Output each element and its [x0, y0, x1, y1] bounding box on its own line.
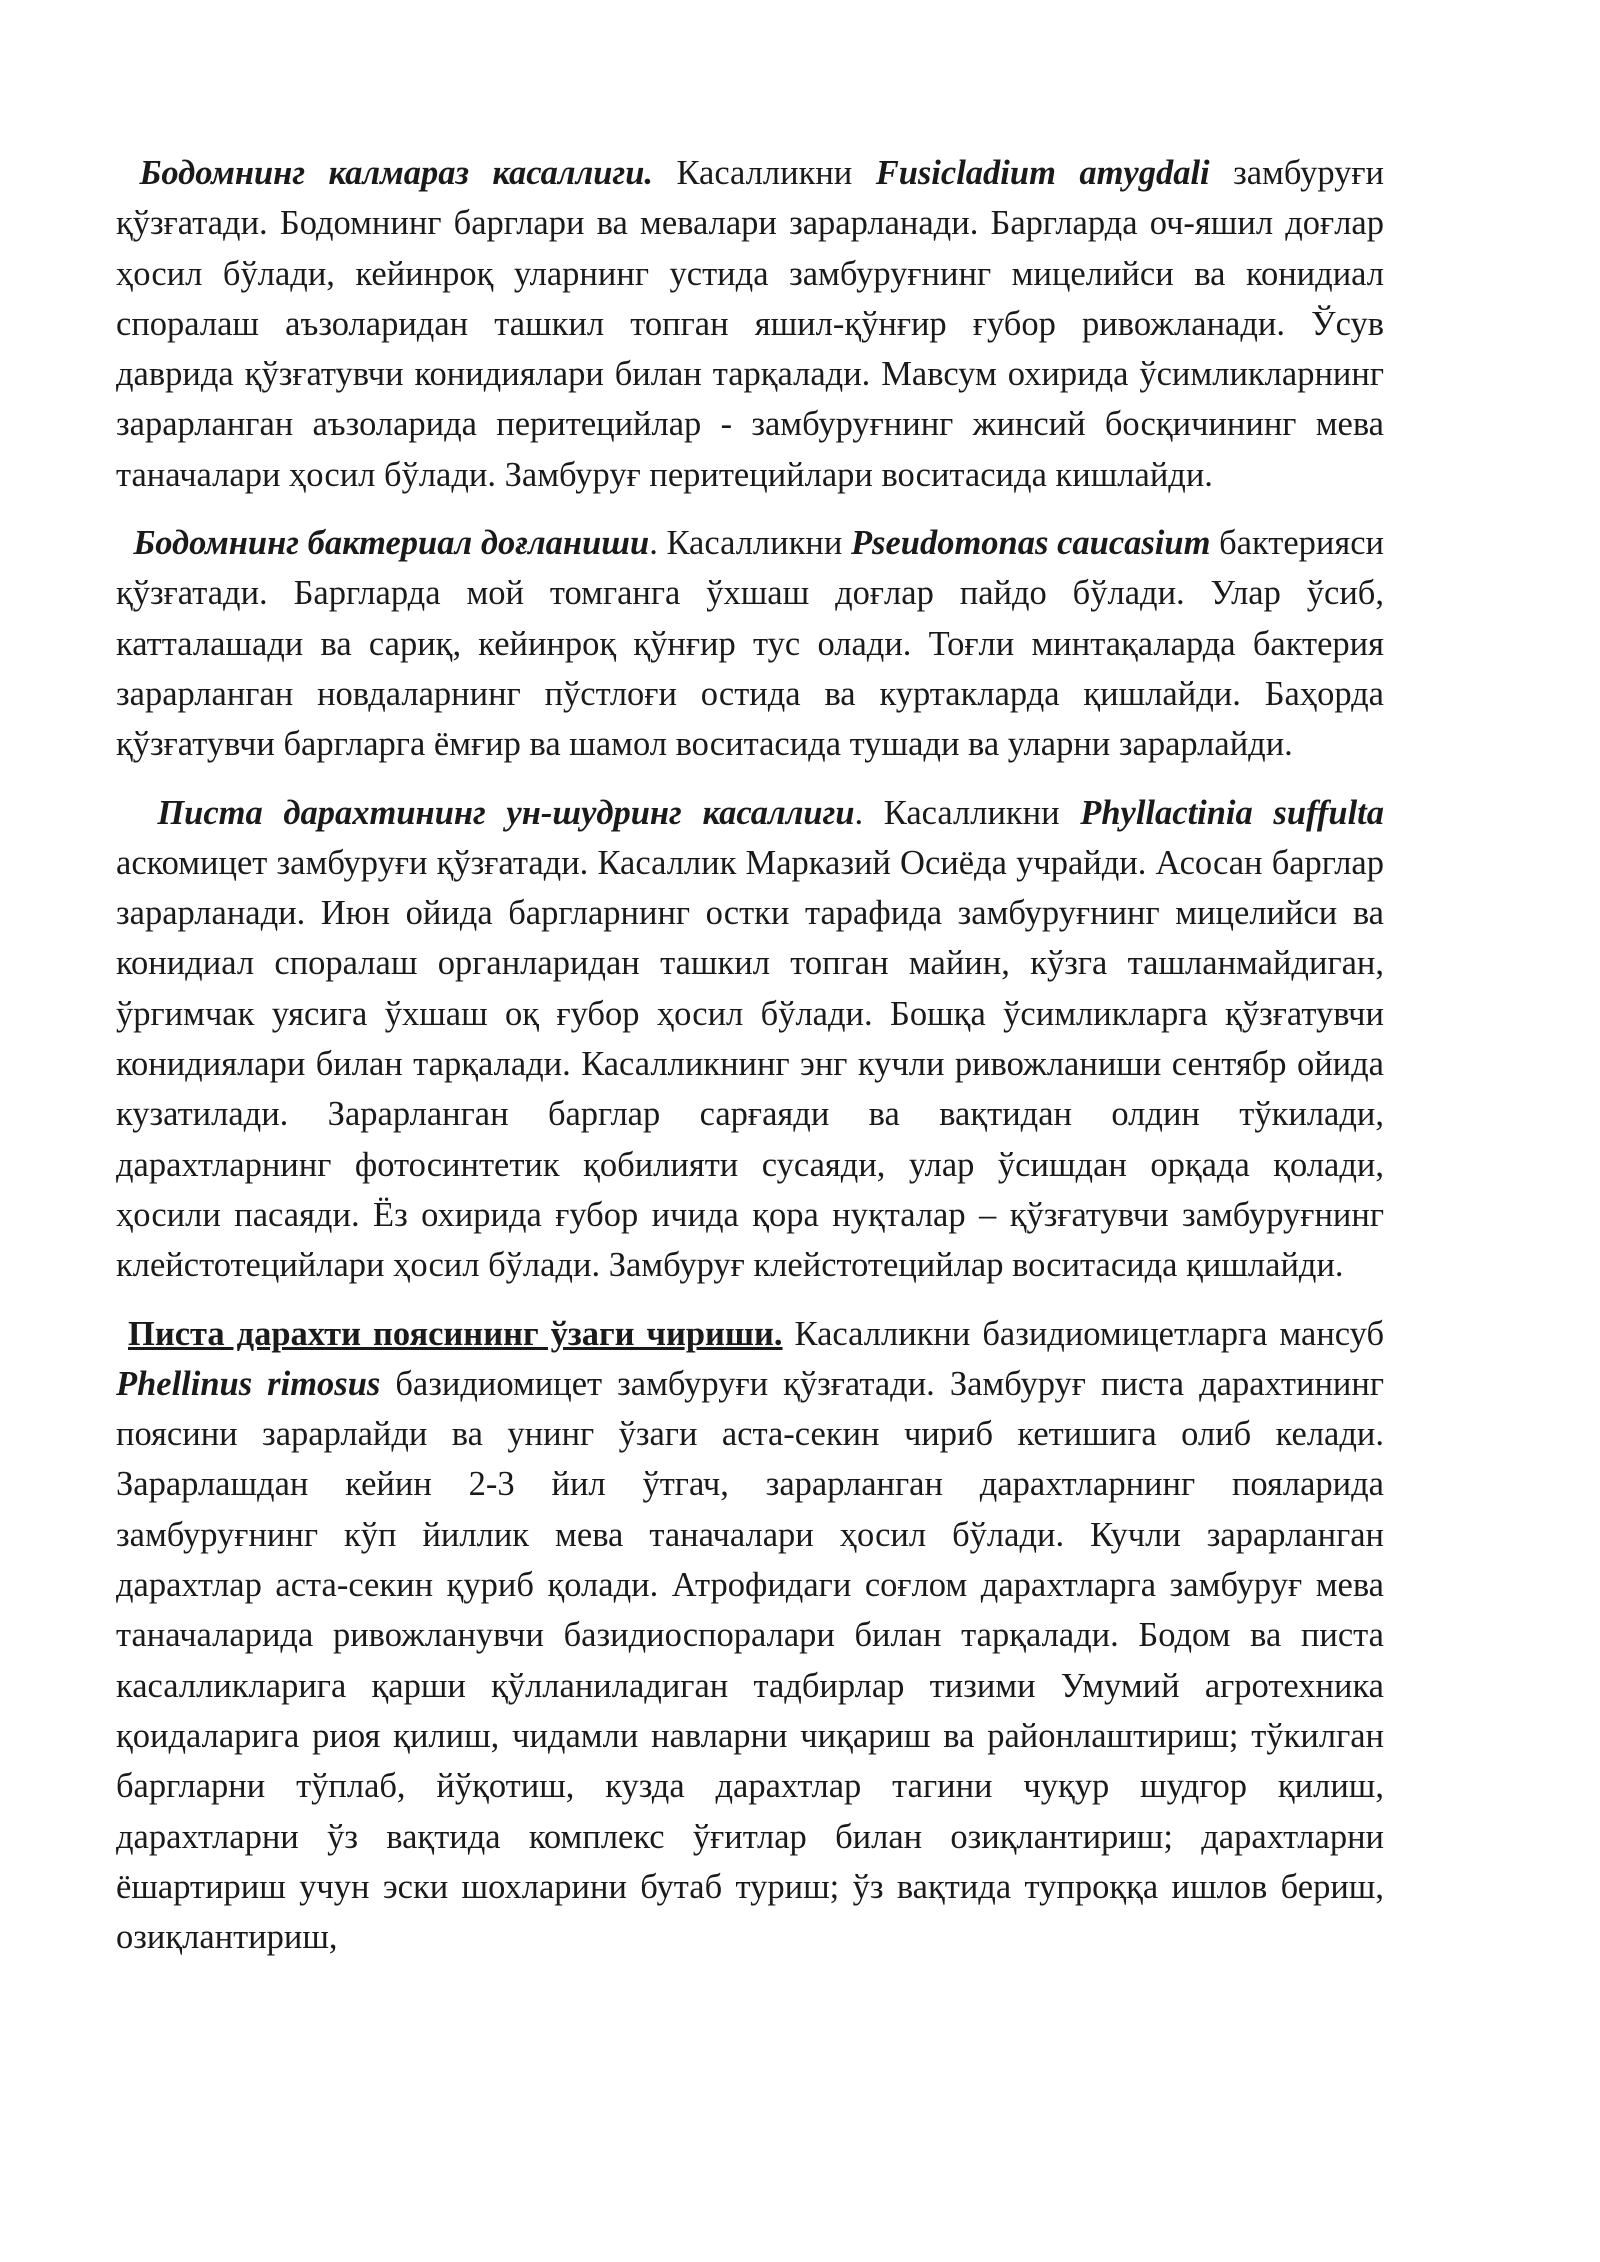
paragraph-text: Касалликни базидиомицетларга мансуб	[782, 1314, 1384, 1353]
paragraph-indent	[116, 1315, 128, 1353]
paragraph-almond-bacterial-spot	[116, 518, 1384, 769]
section-heading-pistachio-heart-rot: Писта дарахти поясининг ўзаги чириши.	[128, 1314, 783, 1353]
paragraph-text: замбуруғи қўзғатади. Бодомнинг барглари ва мевалари зарарланади. Баргларда оч-яшил доғлар ҳосил бўлади, кейинроқ уларнинг устида замбуруғнинг мицелийси ва конидиал споралаш аъзоларидан ташкил топган яшил-қўнғир ғубор ривожланади. Ўсув даврида қўзғатувчи конидиялари билан тарқалади. Мавсум охирида ўсимликларнинг зарарланган аъзоларида перитецийлар - замбуруғнинг жинсий босқичининг мева таначалари ҳосил бўлади. Замбуруғ перитецийлари воситасида кишлайди.	[116, 154, 1385, 494]
paragraph-text: бактерияси қўзғатади. Баргларда мой томганга ўхшаш доғлар пайдо бўлади. Улар ўсиб, катталашади ва сариқ, кейинроқ қўнғир тус олади. Тоғли минтақаларда бактерия зарарланган новдаларнинг пўстлоғи остида ва куртакларда қишлайди. Баҳорда қўзғатувчи баргларга ёмғир ва шамол воситасида тушади ва уларни зарарлайди.	[116, 524, 1385, 764]
paragraph-text: . Касалликни	[854, 793, 1081, 832]
paragraph-pistachio-heart-rot	[116, 1309, 1384, 1963]
paragraph-pistachio-powdery-mildew	[116, 788, 1384, 1291]
latin-species-name: Phellinus rimosus	[116, 1364, 381, 1403]
section-heading-almond-scab: Бодомнинг калмараз касаллиги.	[139, 154, 654, 192]
paragraph-text: аскомицет замбуруғи қўзғатади. Касаллик Марказий Осиёда учрайди. Асосан барглар зарарланади. Июн ойида баргларнинг остки тарафида замбуруғнинг мицелийси ва конидиал споралаш органларидан ташкил топган майин, кўзга ташланмайдиган, ўргимчак уясига ўхшаш оқ ғубор ҳосил бўлади. Бошқа ўсимликларга қўзғатувчи конидиялари билан тарқалади. Касалликнинг энг кучли ривожланиши сентябр ойида кузатилади. Зарарланган барглар сарғаяди ва вақтидан олдин тўкилади, дарахтларнинг фотосинтетик қобилияти сусаяди, улар ўсишдан орқада қолади, ҳосили пасаяди. Ёз охирида ғубор ичида қора нуқталар – қўзғатувчи замбуруғнинг клейстотецийлари ҳосил бўлади. Замбуруғ клейстотецийлар воситасида қишлайди.	[116, 843, 1384, 1285]
section-heading-almond-bacterial-spot: Бодомнинг бактериал доғланиши	[133, 524, 650, 563]
paragraph-indent	[116, 154, 139, 192]
latin-species-name: Phyllactinia suffulta	[1080, 793, 1385, 832]
paragraph-indent	[116, 524, 133, 562]
paragraph-text: Касалликни	[653, 154, 876, 192]
paragraph-text: . Касалликни	[649, 524, 851, 563]
latin-species-name: Pseudomonas caucasium	[850, 524, 1211, 563]
section-heading-pistachio-powdery-mildew: Писта дарахтининг ун-шудринг касаллиги	[157, 793, 855, 832]
latin-species-name: Fusicladium amygdali	[875, 154, 1210, 192]
paragraph-indent	[116, 794, 157, 832]
paragraph-text: базидиомицет замбуруғи қўзғатади. Замбуруғ писта дарахтининг поясини зарарлайди ва унинг ўзаги аста-секин чириб кетишига олиб келади. Зарарлашдан кейин 2-3 йил ўтгач, зарарланган дарахтларнинг пояларида замбуруғнинг кўп йиллик мева таначалари ҳосил бўлади. Кучли зарарланган дарахтлар аста-секин қуриб қолади. Атрофидаги соғлом дарахтларга замбуруғ мева таначаларида ривожланувчи базидиоспоралари билан тарқалади. Бодом ва писта касалликларига қарши қўлланиладиган тадбирлар тизими Умумий агротехника қоидаларига риоя қилиш, чидамли навларни чиқариш ва районлаштириш; тўкилган баргларни тўплаб, йўқотиш, кузда дарахтлар тагини чуқур шудгор қилиш, дарахтларни ўз вақтида комплекс ўғитлар билан озиқлантириш; дарахтларни ёшартириш учун эски шохларини бутаб туриш; ўз вақтида тупроққа ишлов бериш, озиқлантириш,	[116, 1364, 1384, 1957]
paragraph-almond-scab	[116, 148, 1384, 500]
